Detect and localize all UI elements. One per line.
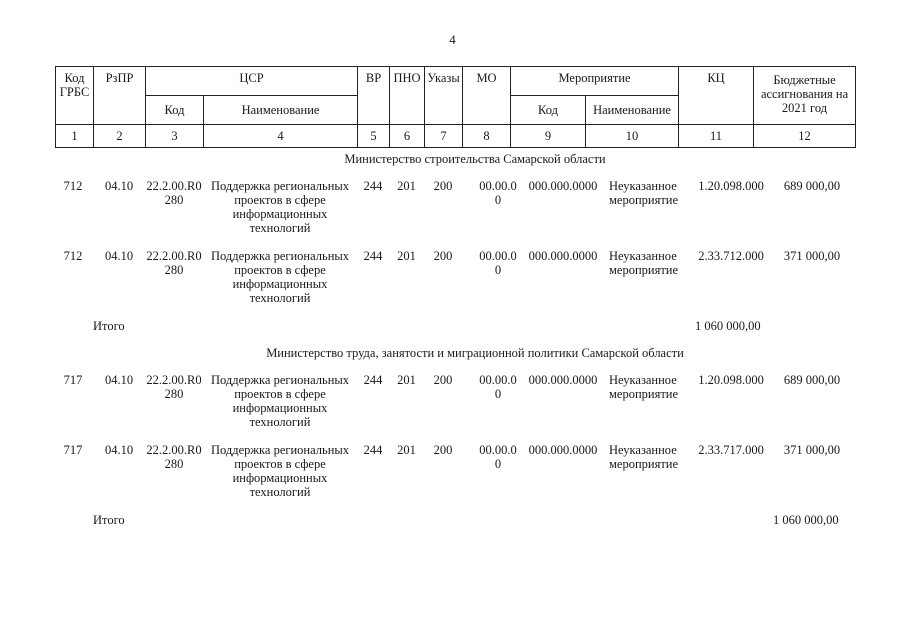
cell-ukazy: 200 bbox=[433, 179, 453, 193]
cell-rzpr: 04.10 bbox=[104, 373, 134, 387]
cell-rzpr: 04.10 bbox=[104, 249, 134, 263]
total-row bbox=[55, 513, 855, 537]
col-num: 1 bbox=[56, 125, 94, 148]
header-csr-kod: Код bbox=[146, 96, 204, 125]
cell-ukazy: 200 bbox=[433, 373, 453, 387]
cell-csr: 22.2.00.R0280 bbox=[146, 443, 202, 471]
table-header bbox=[55, 66, 856, 148]
cell-mo: 00.00.00 bbox=[479, 373, 517, 401]
cell-rzpr: 04.10 bbox=[104, 443, 134, 457]
cell-mer-name: Неуказанное мероприятие bbox=[609, 179, 679, 207]
cell-vr: 244 bbox=[363, 249, 383, 263]
header-pno: ПНО bbox=[390, 67, 425, 125]
header-budget: Бюджетные ассигнования на 2021 год bbox=[754, 67, 856, 125]
table-row bbox=[55, 179, 855, 249]
col-num: 2 bbox=[94, 125, 146, 148]
header-kod-grbs: Код ГРБС bbox=[56, 67, 94, 125]
cell-mer-name: Неуказанное мероприятие bbox=[609, 443, 679, 471]
header-ukazy: Указы bbox=[425, 67, 463, 125]
cell-grbs: 712 bbox=[63, 249, 83, 263]
col-num: 10 bbox=[586, 125, 679, 148]
col-num: 9 bbox=[511, 125, 586, 148]
col-num: 8 bbox=[463, 125, 511, 148]
header-mer-kod: Код bbox=[511, 96, 586, 125]
header-meropriyatie: Мероприятие bbox=[511, 67, 679, 96]
total-value: 1 060 000,00 bbox=[773, 513, 839, 527]
total-label: Итого bbox=[93, 513, 125, 527]
section-title: Министерство труда, занятости и миграционной политики Самарской области bbox=[266, 346, 684, 360]
total-value: 1 060 000,00 bbox=[695, 319, 761, 333]
col-num: 11 bbox=[679, 125, 754, 148]
cell-pno: 201 bbox=[397, 249, 416, 263]
cell-name: Поддержка региональных проектов в сфере информационных технологий bbox=[210, 179, 350, 235]
total-label: Итого bbox=[93, 319, 125, 333]
total-row bbox=[55, 319, 855, 343]
cell-mer-kod: 000.000.0000 bbox=[528, 373, 598, 387]
cell-ukazy: 200 bbox=[433, 249, 453, 263]
header-vr: ВР bbox=[358, 67, 390, 125]
cell-ukazy: 200 bbox=[433, 443, 453, 457]
header-kc: КЦ bbox=[679, 67, 754, 125]
cell-vr: 244 bbox=[363, 179, 383, 193]
cell-pno: 201 bbox=[397, 373, 416, 387]
cell-amount: 689 000,00 bbox=[783, 179, 841, 193]
page-number: 4 bbox=[449, 32, 456, 47]
header-rzpr: РзПР bbox=[94, 67, 146, 125]
col-num: 12 bbox=[754, 125, 856, 148]
cell-vr: 244 bbox=[363, 443, 383, 457]
cell-mer-name: Неуказанное мероприятие bbox=[609, 373, 679, 401]
cell-kc: 1.20.098.000 bbox=[698, 373, 764, 387]
header-csr: ЦСР bbox=[146, 67, 358, 96]
cell-grbs: 712 bbox=[63, 179, 83, 193]
table-row bbox=[55, 373, 855, 443]
cell-mer-kod: 000.000.0000 bbox=[528, 249, 598, 263]
cell-csr: 22.2.00.R0280 bbox=[146, 373, 202, 401]
cell-mo: 00.00.00 bbox=[479, 249, 517, 277]
col-num: 3 bbox=[146, 125, 204, 148]
table-row bbox=[55, 443, 855, 513]
cell-amount: 371 000,00 bbox=[783, 249, 841, 263]
cell-kc: 2.33.717.000 bbox=[698, 443, 764, 457]
cell-mer-kod: 000.000.0000 bbox=[528, 179, 598, 193]
cell-name: Поддержка региональных проектов в сфере информационных технологий bbox=[210, 249, 350, 305]
cell-pno: 201 bbox=[397, 179, 416, 193]
header-csr-name: Наименование bbox=[204, 96, 358, 125]
col-num: 4 bbox=[204, 125, 358, 148]
cell-amount: 689 000,00 bbox=[783, 373, 841, 387]
table-body bbox=[55, 149, 855, 537]
cell-rzpr: 04.10 bbox=[104, 179, 134, 193]
col-num: 6 bbox=[390, 125, 425, 148]
col-num: 5 bbox=[358, 125, 390, 148]
cell-name: Поддержка региональных проектов в сфере информационных технологий bbox=[210, 373, 350, 429]
cell-csr: 22.2.00.R0280 bbox=[146, 249, 202, 277]
cell-grbs: 717 bbox=[63, 443, 83, 457]
cell-pno: 201 bbox=[397, 443, 416, 457]
cell-amount: 371 000,00 bbox=[783, 443, 841, 457]
table-row bbox=[55, 249, 855, 319]
cell-kc: 1.20.098.000 bbox=[698, 179, 764, 193]
cell-grbs: 717 bbox=[63, 373, 83, 387]
cell-mer-name: Неуказанное мероприятие bbox=[609, 249, 679, 277]
header-mer-name: Наименование bbox=[586, 96, 679, 125]
cell-csr: 22.2.00.R0280 bbox=[146, 179, 202, 207]
col-num: 7 bbox=[425, 125, 463, 148]
cell-kc: 2.33.712.000 bbox=[698, 249, 764, 263]
cell-mo: 00.00.00 bbox=[479, 179, 517, 207]
section-title: Министерство строительства Самарской области bbox=[344, 152, 606, 166]
cell-mo: 00.00.00 bbox=[479, 443, 517, 471]
cell-vr: 244 bbox=[363, 373, 383, 387]
header-mo: МО bbox=[463, 67, 511, 125]
cell-name: Поддержка региональных проектов в сфере информационных технологий bbox=[210, 443, 350, 499]
cell-mer-kod: 000.000.0000 bbox=[528, 443, 598, 457]
